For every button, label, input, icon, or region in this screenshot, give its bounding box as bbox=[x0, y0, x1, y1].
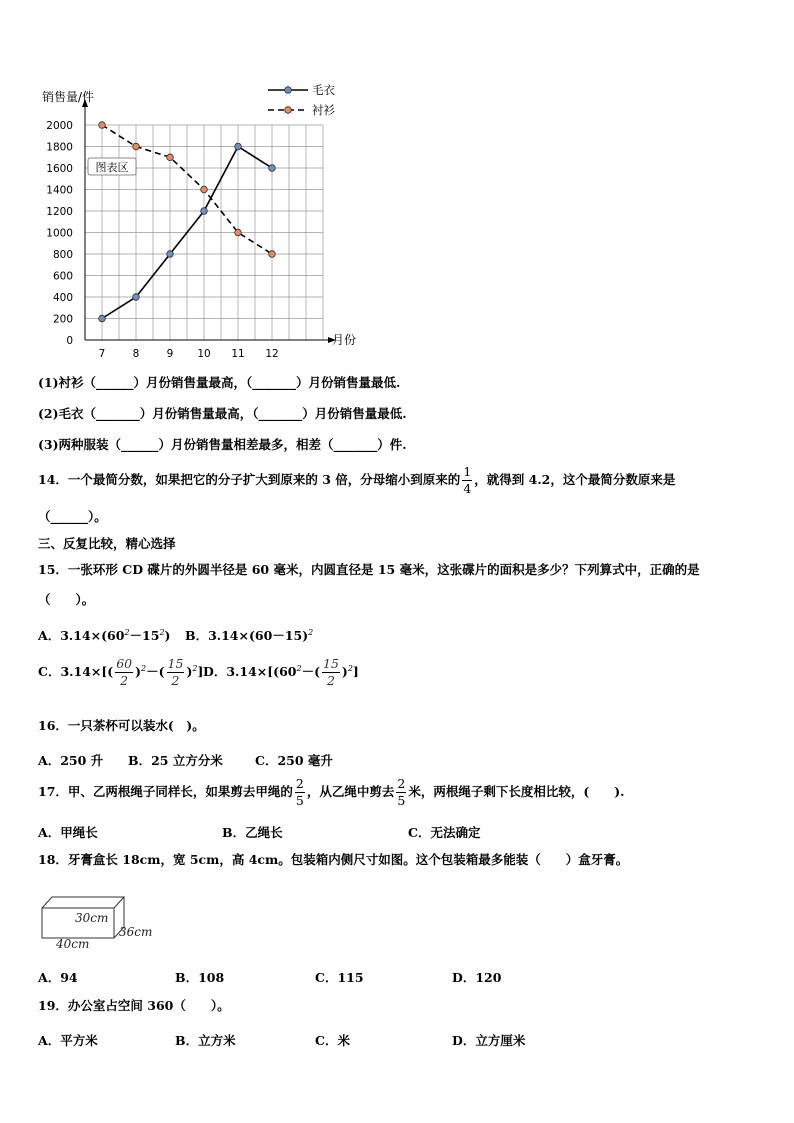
q15-paren: （ ）。 bbox=[38, 592, 95, 607]
q15-c-frac2 bbox=[167, 656, 185, 689]
dim-height: 30cm bbox=[75, 911, 109, 925]
q14-den: 4 bbox=[463, 481, 472, 496]
box-svg bbox=[40, 893, 170, 953]
q17-den1: 5 bbox=[295, 793, 304, 808]
q15-a-post: ) bbox=[164, 628, 171, 643]
x-tick-label: 12 bbox=[265, 348, 279, 360]
q15-stem: 15．一张环形 CD 碟片的外圆半径是 60 毫米，内圆直径是 15 毫米，这张碟片的面积是多少？下列算式中，正确的是 bbox=[38, 562, 700, 577]
q15-d-frac bbox=[322, 656, 340, 689]
q15-option-c bbox=[38, 656, 203, 689]
q15-d-den: 2 bbox=[326, 673, 335, 688]
y-tick-label: 600 bbox=[52, 270, 73, 283]
q15-c-frac1 bbox=[115, 656, 133, 689]
q15-c-mid: ) bbox=[135, 664, 142, 679]
q16-option-b: B．25 立方分米 bbox=[128, 753, 223, 768]
q17-den2: 5 bbox=[397, 793, 406, 808]
q16-option-a: A．250 升 bbox=[38, 753, 104, 768]
box-top-face bbox=[42, 897, 124, 908]
series-1-point bbox=[133, 294, 140, 301]
q15-c-den1: 2 bbox=[120, 673, 129, 688]
legend-marker-1 bbox=[285, 87, 292, 94]
sales-line-chart bbox=[30, 80, 370, 365]
series-2-point bbox=[133, 143, 140, 150]
series-2-point bbox=[269, 251, 276, 258]
q15-c-end: ) bbox=[186, 664, 193, 679]
q18-option-d: D．120 bbox=[452, 970, 502, 985]
q17-frac1 bbox=[295, 776, 305, 809]
q15-d-sq2: 2 bbox=[347, 663, 353, 673]
q13-line-2: (2)毛衣（_______）月份销售量最高，（_______）月份销售量最低. bbox=[38, 406, 407, 421]
q15-d-sq1: 2 bbox=[296, 663, 302, 673]
q18-option-a: A．94 bbox=[38, 970, 78, 985]
q15-c-pre: C．3.14×[( bbox=[38, 664, 114, 679]
q17-option-b: B．乙绳长 bbox=[222, 825, 283, 840]
series-2-point bbox=[99, 122, 106, 129]
q17-post: 米，两根绳子剩下长度相比较，( ). bbox=[408, 784, 625, 799]
chart-area-tag: 图表区 bbox=[95, 161, 129, 174]
q17-num1: 2 bbox=[295, 776, 304, 791]
q13-line-1: (1)衬衫（______）月份销售量最高，（_______）月份销售量最低. bbox=[38, 375, 401, 390]
series-1-point bbox=[235, 143, 242, 150]
y-tick-label: 0 bbox=[66, 335, 73, 347]
series-2-point bbox=[167, 154, 174, 161]
q15-option-b bbox=[185, 626, 313, 644]
q14-post: ，就得到 4.2，这个最简分数原来是 bbox=[474, 472, 676, 487]
dim-width: 36cm bbox=[119, 925, 153, 939]
q15-c-den2: 2 bbox=[171, 673, 180, 688]
q17-option-c: C．无法确定 bbox=[408, 825, 481, 840]
q19-option-b: B．立方米 bbox=[175, 1033, 236, 1048]
q15-b-pre: B．3.14×(60－15) bbox=[185, 628, 309, 643]
chart-svg bbox=[30, 80, 370, 365]
q16-stem: 16．一只茶杯可以装水( )。 bbox=[38, 718, 205, 733]
q19-option-a: A．平方米 bbox=[38, 1033, 98, 1048]
q15-d-pre: D．3.14×[(60 bbox=[203, 664, 297, 679]
q15-c-sq1: 2 bbox=[141, 663, 147, 673]
q15-d-num: 15 bbox=[323, 656, 339, 671]
q17-mid: ，从乙绳中剪去 bbox=[306, 784, 395, 799]
q15-option-d bbox=[203, 656, 359, 689]
x-axis-label: 月份 bbox=[332, 333, 357, 347]
q14-stem bbox=[38, 464, 675, 497]
legend-label-1: 毛衣 bbox=[312, 83, 335, 97]
q18-option-c: C．115 bbox=[315, 970, 364, 985]
series-2-point bbox=[201, 186, 208, 193]
q14-num: 1 bbox=[463, 464, 472, 479]
q14-blank: （______）。 bbox=[38, 509, 107, 524]
x-tick-label: 11 bbox=[231, 348, 245, 360]
q19-stem: 19．办公室占空间 360（ ）。 bbox=[38, 998, 230, 1013]
q18-option-b: B．108 bbox=[175, 970, 225, 985]
q14-fraction bbox=[462, 464, 472, 497]
y-tick-label: 2000 bbox=[46, 120, 73, 132]
q17-num2: 2 bbox=[397, 776, 406, 791]
dim-length: 40cm bbox=[56, 937, 90, 951]
x-tick-label: 8 bbox=[132, 348, 140, 360]
q19-option-d: D．立方厘米 bbox=[452, 1033, 526, 1048]
q19-option-c: C．米 bbox=[315, 1033, 350, 1048]
q18-stem: 18．牙膏盒长 18cm，宽 5cm，高 4cm。包装箱内侧尺寸如图。这个包装箱最多能装（ ）盒牙膏。 bbox=[38, 852, 629, 867]
q15-d-minus: －( bbox=[301, 664, 320, 679]
q15-option-a bbox=[38, 626, 170, 644]
series-1-point bbox=[201, 208, 208, 215]
series-1-point bbox=[167, 251, 174, 258]
q17-pre: 17．甲、乙两根绳子同样长，如果剪去甲绳的 bbox=[38, 784, 293, 799]
q13-line-3: (3)两种服装（______）月份销售量相差最多，相差（_______）件. bbox=[38, 437, 407, 452]
q14-pre: 14．一个最简分数，如果把它的分子扩大到原来的 3 倍，分母缩小到原来的 bbox=[38, 472, 461, 487]
packing-box-figure bbox=[40, 893, 170, 953]
q15-c-sq2: 2 bbox=[192, 663, 198, 673]
q15-c-close: ] bbox=[197, 664, 204, 679]
y-tick-label: 1800 bbox=[46, 141, 73, 154]
q15-a-mid: －15 bbox=[129, 628, 160, 643]
y-tick-label: 200 bbox=[52, 313, 73, 326]
y-tick-label: 1000 bbox=[46, 227, 73, 240]
q15-d-end: ) bbox=[341, 664, 348, 679]
y-tick-label: 1200 bbox=[46, 206, 73, 218]
q15-a-sq1: 2 bbox=[124, 627, 130, 637]
series-2-point bbox=[235, 229, 242, 236]
y-tick-label: 800 bbox=[52, 249, 73, 261]
q17-frac2 bbox=[396, 776, 406, 809]
q15-d-close: ] bbox=[352, 664, 359, 679]
y-tick-label: 400 bbox=[52, 292, 73, 304]
q15-c-num2: 15 bbox=[167, 656, 184, 671]
y-axis-label: 销售量/件 bbox=[42, 90, 95, 104]
x-tick-label: 7 bbox=[98, 348, 106, 360]
q15-c-minus: －( bbox=[146, 664, 165, 679]
q15-b-sq: 2 bbox=[308, 627, 314, 637]
x-tick-label: 9 bbox=[166, 348, 174, 360]
q17-option-a: A．甲绳长 bbox=[38, 825, 98, 840]
q16-option-c: C．250 毫升 bbox=[255, 753, 333, 768]
series-1-point bbox=[99, 315, 106, 322]
q15-c-num1: 60 bbox=[116, 656, 133, 671]
q15-a-sq2: 2 bbox=[159, 627, 165, 637]
x-tick-label: 10 bbox=[197, 348, 211, 360]
series-1-point bbox=[269, 165, 276, 172]
section-3-title: 三、反复比较，精心选择 bbox=[38, 536, 176, 551]
y-tick-label: 1400 bbox=[46, 184, 73, 197]
y-tick-label: 1600 bbox=[46, 163, 73, 175]
legend-marker-2 bbox=[285, 107, 292, 114]
q17-stem bbox=[38, 776, 625, 809]
legend-label-2: 衬衫 bbox=[312, 103, 335, 117]
q15-a-pre: A．3.14×(60 bbox=[38, 628, 125, 643]
